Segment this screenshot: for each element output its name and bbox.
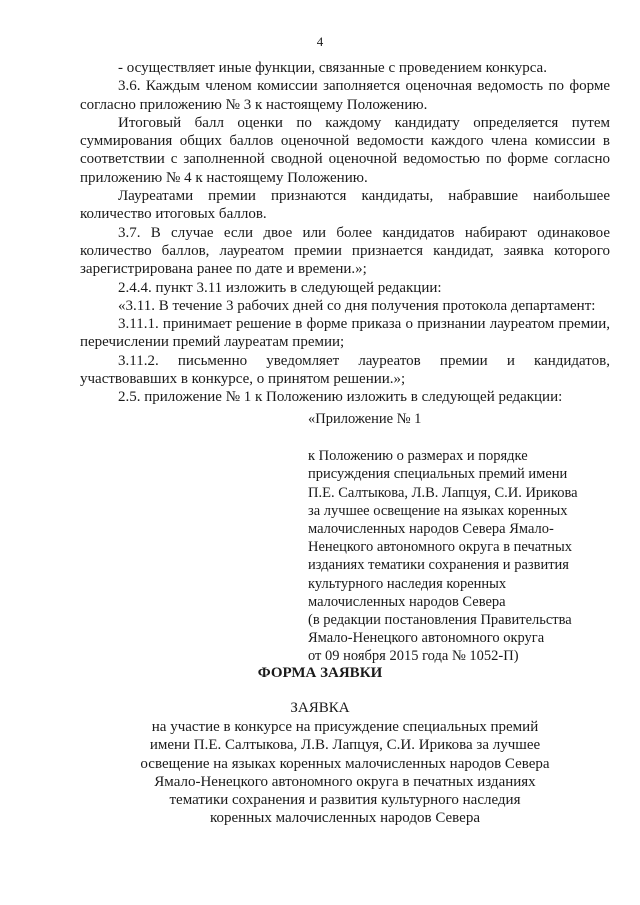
paragraph: - осуществляет иные функции, связанные с проведением конкурса. [118,60,547,76]
appendix-line: изданиях тематики сохранения и развития [308,557,569,574]
request-line: имени П.Е. Салтыкова, Л.В. Лапцуя, С.И. Ирикова за лучшее [149,737,541,754]
appendix-title: «Приложение № 1 [308,411,422,427]
request-line: освещение на языках коренных малочисленных народов Севера [140,755,550,772]
appendix-line: П.Е. Салтыкова, Л.В. Лапцуя, С.И. Ирикова [308,484,578,501]
paragraph: 3.11.2. письменно уведомляет лауреатов премии и кандидатов, участвовавших в конкурсе, о принятом решении.»; [80,352,610,388]
request-title: ЗАЯВКА [290,700,350,716]
paragraph: 3.6. Каждым членом комиссии заполняется оценочная ведомость по форме согласно приложению № 3 к настоящему Положению. [80,78,610,113]
paragraph: Лауреатами премии признаются кандидаты, набравшие наибольшее количество итоговых баллов. [80,188,610,223]
appendix-line: Ненецкого автономного округа в печатных [308,539,572,556]
appendix-line: от 09 ноября 2015 года № 1052-П) [308,648,519,665]
body-text [80,59,610,407]
request-line: коренных малочисленных народов Севера [210,810,480,827]
page-number: 4 [316,34,324,49]
appendix-line: малочисленных народов Севера [308,593,506,610]
appendix-line: малочисленных народов Севера Ямало- [308,521,554,538]
appendix-header [308,410,613,666]
appendix-line: (в редакции постановления Правительства [308,612,572,629]
paragraph: «3.11. В течение 3 рабочих дней со дня получения протокола департамент: [118,297,596,314]
paragraph: 2.4.4. пункт 3.11 изложить в следующей редакции: [118,279,442,296]
appendix-line: присуждения специальных премий имени [308,466,568,483]
appendix-line: за лучшее освещение на языках коренных [308,502,568,519]
paragraph: 3.7. В случае если двое или более кандидатов набирают одинаковое количество баллов, лауреатом премии признается кандидат, заявка которого зарегистрирована ранее по дате и времени.»; [80,224,610,278]
paragraph: Итоговый балл оценки по каждому кандидату определяется путем суммирования общих баллов оценочной ведомости каждого члена комиссии в соответствии с заполненной сводной оценочной ведомостью по форме согласно приложению № 4 к настоящему Положению. [80,114,610,186]
appendix-line: Ямало-Ненецкого автономного округа [308,630,545,647]
request-line: Ямало-Ненецкого автономного округа в печатных изданиях [154,773,536,790]
form-title: ФОРМА ЗАЯВКИ [257,665,383,681]
paragraph: 2.5. приложение № 1 к Положению изложить в следующей редакции: [118,389,563,406]
request-description [80,718,610,828]
paragraph: 3.11.1. принимает решение в форме приказа о признании лауреатом премии, перечислении премий лауреатам премии; [80,316,610,351]
request-line: на участие в конкурсе на присуждение специальных премий [151,719,539,735]
appendix-line: к Положению о размерах и порядке [308,448,528,465]
appendix-line: культурного наследия коренных [308,575,507,592]
request-line: тематики сохранения и развития культурного наследия [169,792,521,809]
